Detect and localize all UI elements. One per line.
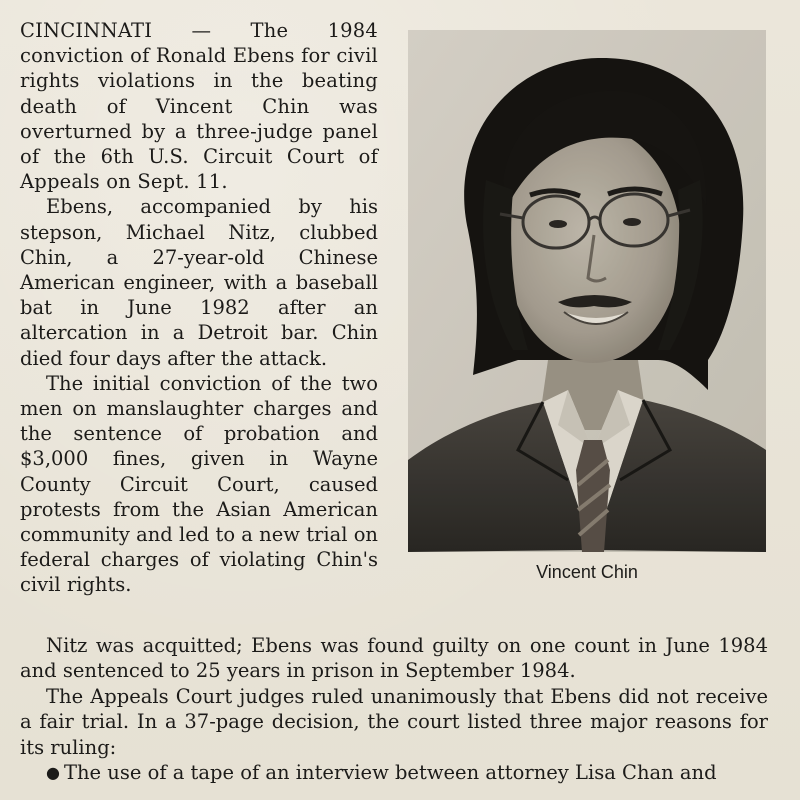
article-paragraph-4: Nitz was acquitted; Ebens was found guilty on one count in June 1984 and sentenced to 25 years in prison in September 1984. (20, 634, 768, 683)
article-paragraph-2: Ebens, accompanied by his stepson, Michael Nitz, clubbed Chin, a 27-year-old Chinese American engineer, with a baseball bat in June 1982 after an altercation in a Detroit bar. Chin died four days after the attack. (20, 195, 378, 370)
bullet-icon: ● (46, 763, 60, 783)
article-bullet-1-text: The use of a tape of an interview between attorney Lisa Chan and (63, 761, 717, 785)
article-bullet-1 (20, 760, 768, 785)
portrait-photo (408, 30, 766, 552)
article-left-column (20, 18, 378, 598)
article-full-width-section (20, 633, 768, 785)
portrait-illustration (408, 30, 766, 552)
article-paragraph-5: The Appeals Court judges ruled unanimously that Ebens did not receive a fair trial. In a 37-page decision, the court listed three major reasons for its ruling: (20, 684, 768, 759)
photo-caption: Vincent Chin (536, 562, 638, 582)
article-paragraph-3: The initial conviction of the two men on manslaughter charges and the sentence of probation and $3,000 fines, given in Wayne County Circuit Court, caused protests from the Asian American community and led to a new trial on federal charges of violating Chin's civil rights. (20, 371, 378, 597)
article-paragraph-1: CINCINNATI — The 1984 conviction of Ronald Ebens for civil rights violations in the beating death of Vincent Chin was overturned by a three-judge panel of the 6th U.S. Circuit Court of Appeals on Sept. 11. (20, 19, 378, 194)
